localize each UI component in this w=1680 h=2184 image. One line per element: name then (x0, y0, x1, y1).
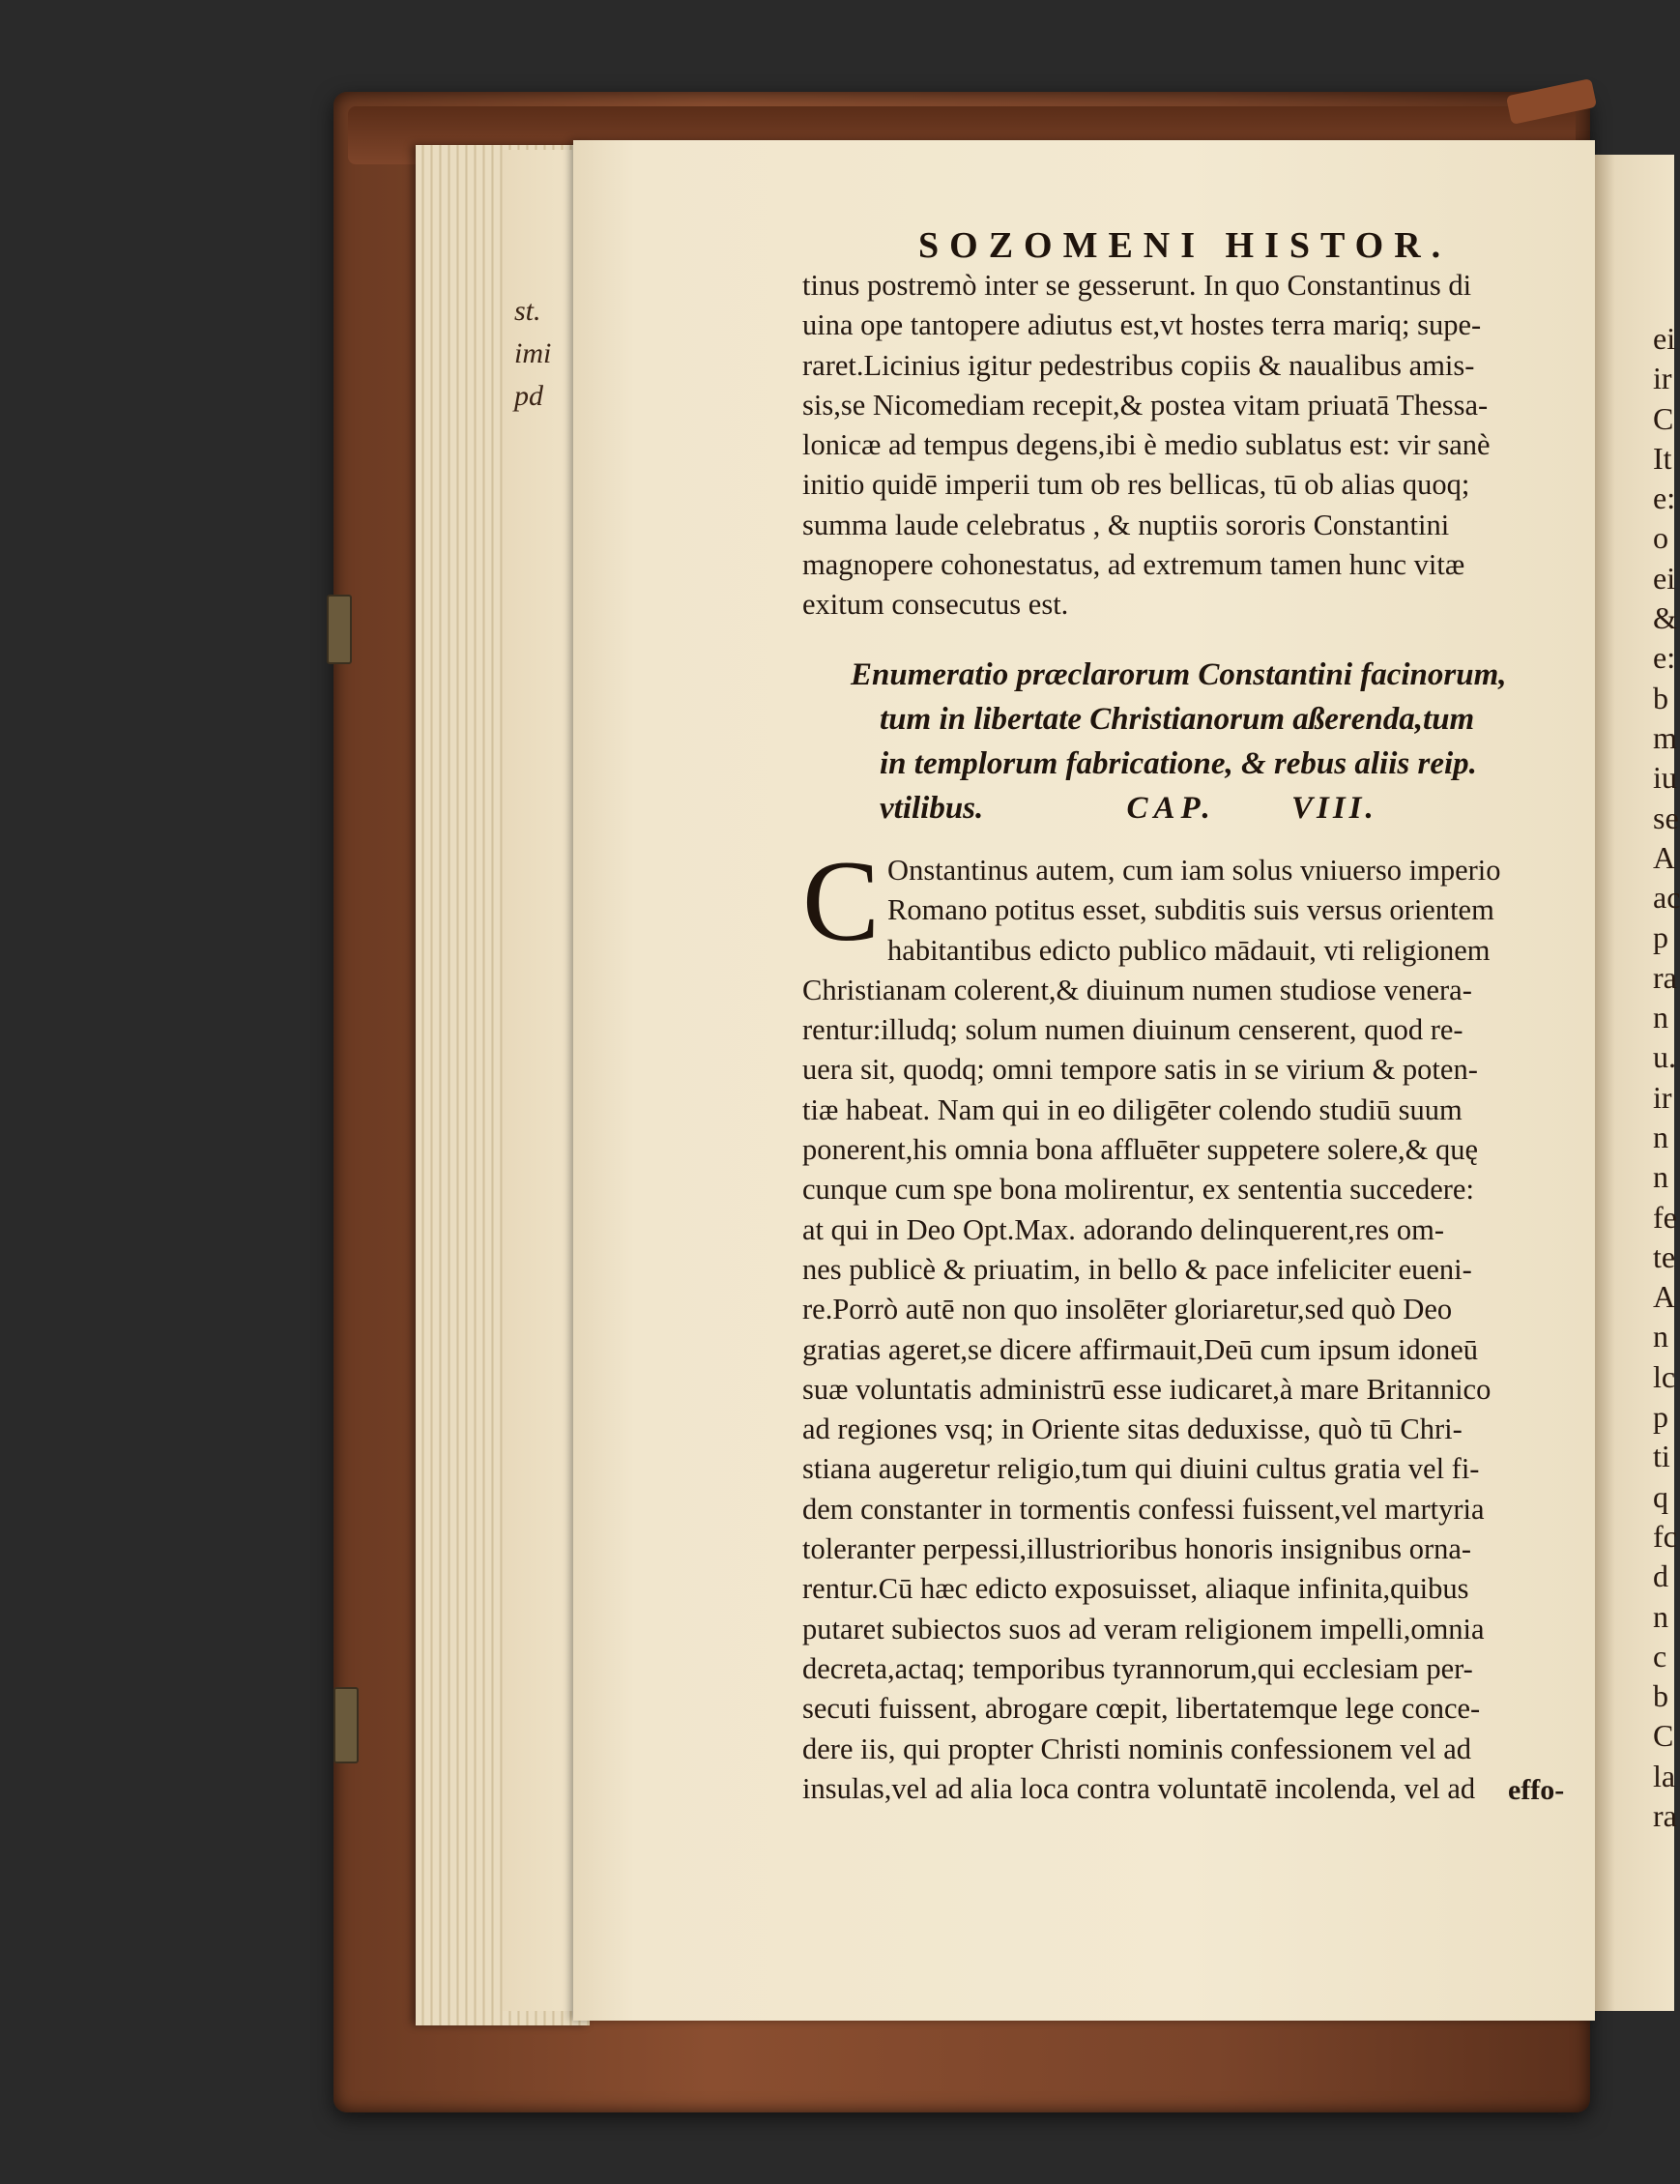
next-page-letter: d (1653, 1558, 1668, 1594)
clasp-top (327, 595, 352, 664)
next-page-letter: & (1653, 600, 1677, 636)
left-page-edge (503, 150, 580, 2011)
text-line: secuti fuissent, abrogare cœpit, libertatemque lege conce- (802, 1692, 1481, 1726)
paragraph-1 (802, 266, 1576, 626)
text-line: nes publicè & priuatim, in bello & pace infeliciter eueni- (802, 1252, 1472, 1286)
text-line: Romano potitus esset, subditis suis versus orientem (887, 893, 1494, 927)
next-page-letter: b (1653, 680, 1668, 715)
text-line: uera sit, quodq; omni tempore satis in se virium & poten- (802, 1053, 1478, 1087)
text-line: lonicæ ad tempus degens,ibi è medio sublatus est: vir sanè (802, 428, 1491, 462)
next-page-letter: n (1653, 1119, 1668, 1154)
text-line: Christianam colerent,& diuinum numen studiose venera- (802, 973, 1472, 1006)
text-line: dem constanter in tormentis confessi fuissent,vel martyria (802, 1492, 1485, 1526)
next-page-letter: fe (1653, 1199, 1677, 1235)
next-page-letter: la (1653, 1758, 1676, 1793)
text-line: decreta,actaq; temporibus tyrannorum,qui ecclesiam per- (802, 1651, 1473, 1685)
text-line: rentur:illudq; solum numen diuinum censerent, quod re- (802, 1013, 1463, 1047)
text-line: re.Porrò autē non quo insolēter gloriaretur,sed quò Deo (802, 1293, 1453, 1326)
next-page-letter: u. (1653, 1039, 1676, 1075)
clasp-bottom (333, 1687, 359, 1763)
catchword: effo- (1508, 1774, 1565, 1806)
handwritten-margin-notes (514, 290, 572, 418)
text-line: at qui in Deo Opt.Max. adorando delinquerent,res om- (802, 1212, 1445, 1246)
running-head: SOZOMENI HISTOR. (918, 225, 1452, 266)
next-page-letter: o (1653, 520, 1668, 556)
next-page-letter: ir (1653, 361, 1672, 396)
margin-note: imi (514, 337, 552, 369)
next-page-letter: A (1653, 839, 1676, 875)
text-line: exitum consecutus est. (802, 588, 1069, 622)
text-line: uina ope tantopere adiutus est,vt hostes terra mariq; supe- (802, 308, 1482, 342)
next-page-letter: ti (1653, 1439, 1670, 1474)
chapter-cap-label: CAP. (1126, 791, 1216, 826)
text-line: Onstantinus autem, cum iam solus vniuerso imperio (887, 854, 1501, 887)
text-line: dere iis, qui propter Christi nominis confessionem vel ad (802, 1732, 1472, 1765)
text-line: summa laude celebratus , & nuptiis sororis Constantini (802, 508, 1450, 541)
text-line: ponerent,his omnia bona affluēter suppetere solere,& quę (802, 1133, 1478, 1167)
text-line: gratias ageret,se dicere affirmauit,Deū cum ipsum idoneū (802, 1332, 1478, 1366)
next-page-letter: e: (1653, 480, 1676, 516)
margin-note: pd (514, 380, 543, 412)
chapter-heading-line: Enumeratio præclarorum Constantini facinorum, (851, 657, 1507, 692)
drop-cap: C (802, 836, 881, 965)
next-page-letter: ac (1653, 880, 1680, 916)
text-line: habitantibus edicto publico mādauit, vti religionem (887, 933, 1491, 967)
chapter-heading-line: tum in libertate Christianorum aßerenda,tum (880, 702, 1475, 737)
text-line: raret.Licinius igitur pedestribus copiis & naualibus amis- (802, 348, 1475, 382)
next-page-letter: C (1653, 1718, 1674, 1754)
next-page-edge (1595, 155, 1680, 2011)
next-page-letter: q (1653, 1478, 1668, 1514)
next-page-letter: It (1653, 440, 1672, 476)
text-line: cunque cum spe bona molirentur, ex sententia succedere: (802, 1173, 1474, 1207)
chapter-heading-line: in templorum fabricatione, & rebus aliis reip. (880, 746, 1477, 781)
next-page-letter: b (1653, 1678, 1668, 1714)
next-page-letter: A (1653, 1279, 1676, 1315)
next-page-letter: se (1653, 800, 1679, 835)
text-line: toleranter perpessi,illustrioribus honoris insignibus orna- (802, 1532, 1472, 1566)
text-line: sis,se Nicomediam recepit,& postea vitam priuatā Thessa- (802, 388, 1489, 422)
text-line: tinus postremò inter se gesserunt. In quo Constantinus di (802, 269, 1472, 302)
next-page-letter: n (1653, 1159, 1668, 1195)
next-page-letter: p (1653, 919, 1668, 955)
next-page-letter: ra (1653, 1797, 1677, 1833)
chapter-heading (851, 653, 1585, 830)
text-line: putaret subiectos suos ad veram religionem impelli,omnia (802, 1612, 1485, 1645)
next-page-letter: ei (1653, 321, 1676, 356)
text-line: ad regiones vsq; in Oriente sitas deduxisse, quò tū Chri- (802, 1412, 1463, 1446)
next-page-letter: iu (1653, 760, 1677, 796)
text-line: magnopere cohonestatus, ad extremum tamen hunc vitæ (802, 548, 1465, 582)
text-line: suæ voluntatis administrū esse iudicaret,à mare Britannico (802, 1372, 1492, 1406)
next-page-letter: p (1653, 1399, 1668, 1435)
next-page-letter: ei (1653, 560, 1676, 596)
chapter-number: VIII. (1290, 791, 1377, 826)
next-page-letter: ir (1653, 1079, 1672, 1115)
next-page-letter: n (1653, 1000, 1668, 1035)
text-line: insulas,vel ad alia loca contra voluntatē incolenda, vel ad (802, 1771, 1476, 1805)
next-page-letter: te (1653, 1238, 1676, 1274)
margin-note: st. (514, 295, 541, 327)
paragraph-2 (802, 836, 1576, 1809)
next-page-letter: e: (1653, 640, 1676, 676)
chapter-heading-last-line: vtilibus. (880, 791, 984, 826)
next-page-letters (1653, 319, 1680, 1836)
text-line: rentur.Cū hæc edicto exposuisset, aliaque infinita,quibus (802, 1572, 1469, 1606)
next-page-letter: c (1653, 1638, 1667, 1674)
next-page-letter: fc (1653, 1518, 1677, 1554)
text-line: stiana augeretur religio,tum qui diuini cultus gratia vel fi- (802, 1452, 1480, 1486)
next-page-letter: m (1653, 719, 1677, 755)
next-page-letter: ra (1653, 959, 1677, 995)
next-page-letter: C (1653, 400, 1674, 436)
next-page-letter: lc (1653, 1358, 1676, 1394)
text-line: initio quidē imperii tum ob res bellicas, tū ob alias quoq; (802, 468, 1470, 502)
next-page-letter: n (1653, 1598, 1668, 1634)
next-page-letter: n (1653, 1319, 1668, 1354)
text-line: tiæ habeat. Nam qui in eo diligēter colendo studiū suum (802, 1092, 1463, 1126)
